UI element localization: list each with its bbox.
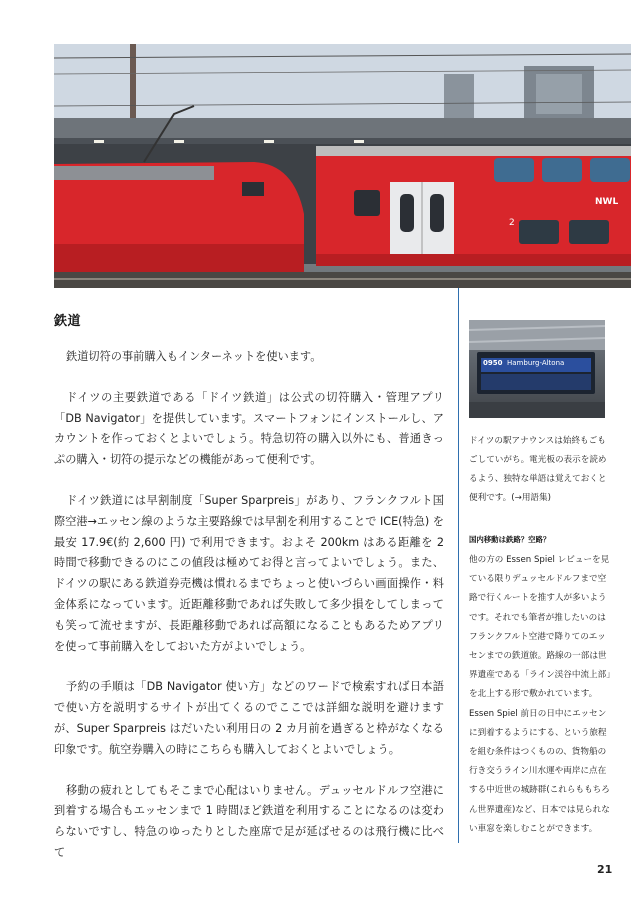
train-livery-label: NWL (595, 197, 619, 207)
photo-caption: ドイツの駅アナウンスは始終もごもごしていがち。電光板の表示を読めるよう、独特な単語は覚えておくと便利です。(→用語集) (469, 436, 607, 503)
sidebar (469, 320, 614, 839)
paragraph-5: 移動の疲れとしてもそこまで心配はいりません。デュッセルドルフ空港に到着する場合もエッセンまで 1 時間ほど鉄道を利用することになるのは変わらないですし、特急のゆったりとした座席で足が延ばせるのは飛行機に比べて (54, 783, 444, 859)
main-column (54, 300, 444, 884)
paragraph-3: ドイツ鉄道には早割制度「Super Sparpreis」があり、フランクフルト国際空港→エッセン線のような主要路線では早割を利用することで ICE(特急) を最安 17.9€(約 2,600 円) で利用できます。およそ 200km はある距離を 2 時間で移動できるのにこの値段は極めてお得と言ってよいでしょう。また、ドイツの駅にある鉄道券売機は慣れるまでちょっと使いづらい画面操作・料金体系になっています。近距離移動であれば失敗して多少損をしてしまっても笑って流せますが、長距離移動であれば高額になることもあるためアプリを使って事前購入をしておいた方がよいでしょう。 (54, 493, 444, 653)
section-title: 鉄道 (54, 314, 82, 329)
paragraph-4: 予約の手順は「DB Navigator 使い方」などのワードで検索すれば日本語で使い方を説明するサイトが出てくるのでここでは詳細な説明を避けますが、Super Sparpreis はだいたい利用日の 2 カ月前を過ぎると枠がなくなる印象です。航空券購入の時にこちらも購入しておくとよいでしょう。 (54, 680, 444, 756)
sidebar-heading: 国内移動は鉄路？空路？ (469, 535, 551, 544)
departure-board-photo (469, 320, 605, 418)
page-number: 21 (597, 863, 613, 876)
board-time: 0950 (483, 359, 503, 367)
paragraph-1: 鉄道切符の事前購入もインターネットを使います。 (66, 350, 322, 363)
sidebar-body: 他の方の Essen Spiel レビューを見ている限りデュッセルドルフまで空路で行くルートを推す人が多いようです。それでも筆者が推したいのはフランクフルト空港で降りてのエッセンまでの鉄道旅。路線の一部は世界遺産である「ライン渓谷中流上部」を北上する形で敷かれています。Essen Spiel 前日の日中にエッセンに到着するようにする、という旅程を組む条件はつくものの、貨物船の行き交うライン川水運や両岸に点在する中近世の城跡群(これらももちろん世界遺産)など、日本では見られない車窓を楽しむことができます。 (469, 555, 611, 834)
hero-train-photo (54, 44, 631, 288)
column-divider (458, 288, 459, 843)
board-destination: Hamburg-Altona (507, 359, 565, 367)
car-number-label: 2 (509, 218, 515, 228)
paragraph-2: ドイツの主要鉄道である「ドイツ鉄道」は公式の切符購入・管理アプリ「DB Navigator」を提供しています。スマートフォンにインストールし、アカウントを作っておくとよいでしょう。特急切符の購入以外にも、普通きっぷの購入・切符の提示などの機能があって便利です。 (54, 390, 444, 467)
